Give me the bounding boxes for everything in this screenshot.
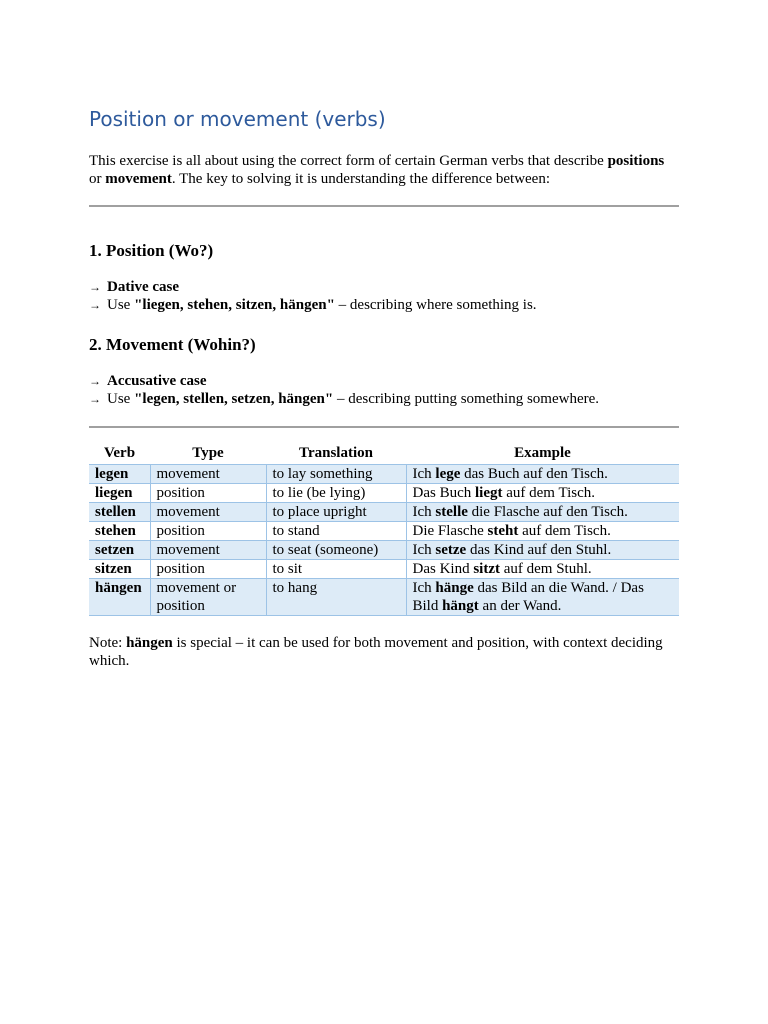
cell-translation: to lay something	[266, 465, 406, 484]
document-content	[89, 106, 679, 670]
cell-verb: sitzen	[89, 560, 150, 579]
cell-type: movement	[150, 503, 266, 522]
cell-translation: to place upright	[266, 503, 406, 522]
divider	[89, 426, 679, 428]
cell-type: movement or position	[150, 579, 266, 616]
bullet-case: Dative case	[107, 279, 180, 295]
intro-bold-positions: positions	[607, 153, 665, 169]
cell-translation: to sit	[266, 560, 406, 579]
section-list-position	[89, 278, 679, 314]
arrow-icon: →	[89, 374, 101, 388]
table-row	[89, 465, 679, 484]
arrow-icon: →	[89, 280, 101, 294]
cell-type: movement	[150, 541, 266, 560]
cell-type: movement	[150, 465, 266, 484]
table-row	[89, 541, 679, 560]
note-bold-verb: hängen	[126, 635, 173, 651]
cell-example: Das Buch liegt auf dem Tisch.	[406, 484, 679, 503]
list-item	[89, 390, 679, 408]
note-text: Note:	[89, 635, 127, 651]
intro-text: . The key to solving it is understanding the difference between:	[171, 171, 551, 187]
divider	[89, 205, 679, 207]
bullet-verbs: "legen, stellen, setzen, hängen"	[134, 391, 334, 407]
cell-translation: to lie (be lying)	[266, 484, 406, 503]
cell-example: Ich hänge das Bild an die Wand. / Das Bild hängt an der Wand.	[406, 579, 679, 616]
cell-example: Das Kind sitzt auf dem Stuhl.	[406, 560, 679, 579]
column-header-translation: Translation	[266, 443, 406, 465]
list-item	[89, 296, 679, 314]
verb-table	[89, 443, 679, 616]
cell-example: Ich setze das Kind auf den Stuhl.	[406, 541, 679, 560]
bullet-case: Accusative case	[107, 373, 207, 389]
section-heading-position: 1. Position (Wo?)	[89, 241, 214, 260]
cell-type: position	[150, 560, 266, 579]
cell-translation: to hang	[266, 579, 406, 616]
list-item	[89, 278, 679, 296]
intro-bold-movement: movement	[105, 171, 172, 187]
cell-verb: setzen	[89, 541, 150, 560]
table-row	[89, 484, 679, 503]
cell-verb: liegen	[89, 484, 150, 503]
cell-translation: to seat (someone)	[266, 541, 406, 560]
bullet-text: – describing where something is.	[334, 297, 537, 313]
cell-type: position	[150, 522, 266, 541]
intro-paragraph	[89, 152, 679, 188]
bullet-verbs: "liegen, stehen, sitzen, hängen"	[134, 297, 335, 313]
column-header-example: Example	[406, 443, 679, 465]
arrow-icon: →	[89, 298, 101, 312]
cell-verb: stehen	[89, 522, 150, 541]
note-paragraph	[89, 634, 679, 670]
table-header-row	[89, 443, 679, 465]
table-row	[89, 560, 679, 579]
table-row	[89, 522, 679, 541]
column-header-type: Type	[150, 443, 266, 465]
cell-type: position	[150, 484, 266, 503]
bullet-text: – describing putting something somewhere.	[333, 391, 600, 407]
bullet-text: Use	[107, 297, 135, 313]
bullet-text: Use	[107, 391, 135, 407]
cell-verb: legen	[89, 465, 150, 484]
cell-verb: hängen	[89, 579, 150, 616]
note-text: is special – it can be used for both movement and position, with context deciding which.	[89, 635, 663, 669]
section-heading-movement: 2. Movement (Wohin?)	[89, 335, 256, 354]
arrow-icon: →	[89, 392, 101, 406]
table-row	[89, 503, 679, 522]
column-header-verb: Verb	[89, 443, 150, 465]
table-row	[89, 579, 679, 616]
cell-example: Ich stelle die Flasche auf den Tisch.	[406, 503, 679, 522]
cell-translation: to stand	[266, 522, 406, 541]
cell-verb: stellen	[89, 503, 150, 522]
cell-example: Ich lege das Buch auf den Tisch.	[406, 465, 679, 484]
list-item	[89, 372, 679, 390]
intro-text: This exercise is all about using the correct form of certain German verbs that describe	[89, 153, 608, 169]
intro-text: or	[89, 171, 106, 187]
page-title: Position or movement (verbs)	[89, 107, 386, 131]
cell-example: Die Flasche steht auf dem Tisch.	[406, 522, 679, 541]
section-list-movement	[89, 372, 679, 408]
